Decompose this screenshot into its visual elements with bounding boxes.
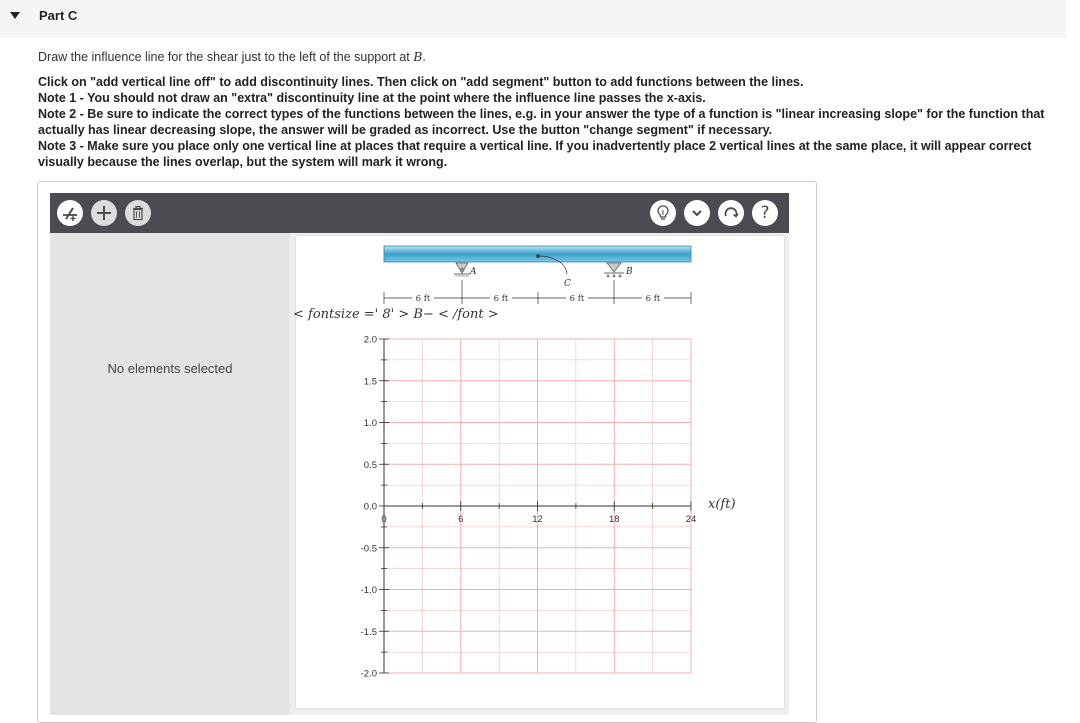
options-dropdown-button[interactable] [684,200,710,226]
support-b-icon [604,263,624,278]
hint-lightbulb-icon [654,204,672,222]
trash-icon [130,205,146,221]
y-tick-label: 1.0 [363,418,377,429]
y-tick-label: -0.5 [360,543,377,555]
x-axis-label: x(ft) [708,497,736,512]
span-label: 6 ft [569,294,585,304]
y-tick-label: -1.0 [360,585,377,596]
y-tick-label: 0.5 [363,459,377,471]
support-a-label: A [470,267,477,277]
chevron-down-icon [690,206,704,220]
note-2: Note 2 - Be sure to indicate the correct types of the functions between the lines, e.g. in your answer the type of a function is "linear increasing slope" for the function that actually has linear decreasing slope, the answer will be graded as incorrect. Use the button "change segment" if necessary. [38,107,1045,137]
x-tick-label: 6 [458,514,464,525]
add-segment-button[interactable] [91,200,117,226]
instruction-line: Click on "add vertical line off" to add discontinuity lines. Then click on "add segment" button to add functions between the lines. [38,75,804,89]
y-tick-label: -1.5 [360,626,377,638]
help-icon: ? [760,203,770,223]
note-3: Note 3 - Make sure you place only one vertical line at places that require a vertical line. If you inadvertently place 2 vertical lines at the same place, it will appear correct visually because the lines overlap, but the system will mark it wrong. [38,139,1032,169]
span-label: 6 ft [493,294,509,304]
plot-axes [379,339,691,673]
span-label: 6 ft [645,294,661,304]
collapse-caret-icon[interactable] [10,12,20,19]
beam-diagram [293,246,691,322]
reset-button[interactable] [718,200,744,226]
reset-icon [722,204,740,222]
x-tick-label: 24 [685,514,697,525]
question-text [38,49,1063,170]
help-button[interactable] [752,200,778,226]
graph-caption: < fontsize =' 8' > B− < /font > [293,307,499,322]
span-label: 6 ft [415,294,431,304]
drawing-canvas[interactable] [293,236,784,708]
x-tick-label: 0 [381,514,387,525]
y-tick-label: 1.5 [363,376,377,388]
part-header[interactable] [0,0,1066,38]
plus-icon [95,204,113,222]
drawing-toolbar [50,193,789,233]
support-a-icon [454,263,470,276]
point-c-label: C [564,279,571,289]
question-intro: Draw the influence line for the shear just to the left of the support at B. [38,49,426,64]
support-variable: B [413,49,423,64]
y-tick-label: -2.0 [360,668,377,680]
properties-panel [50,233,290,715]
draw-vertical-line-icon [61,204,79,222]
note-1: Note 1 - You should not draw an "extra" discontinuity line at the point where the influence line passes the x-axis. [38,91,706,105]
part-title: Part C [39,8,78,23]
y-tick-label: 0.0 [363,501,377,513]
selection-status: No elements selected [107,361,233,376]
add-vertical-line-button[interactable] [57,200,83,226]
y-tick-label: 2.0 [363,334,377,346]
plot-labels [361,335,697,680]
x-tick-label: 18 [608,514,620,525]
hint-button[interactable] [650,200,676,226]
beam [384,246,691,262]
delete-button[interactable] [125,200,151,226]
influence-line-graph[interactable] [293,236,784,708]
instruction-notes [38,74,1063,170]
support-b-label: B [626,267,633,277]
x-tick-label: 12 [532,514,543,525]
